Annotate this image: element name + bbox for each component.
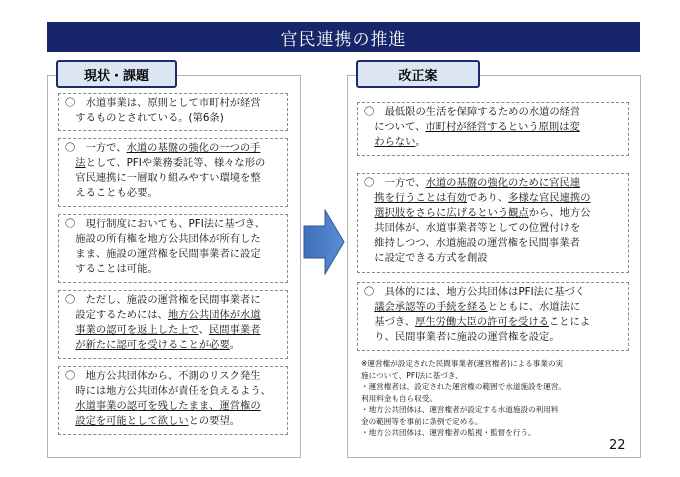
page-title: 官民連携の推進 (280, 29, 407, 50)
text-run (364, 207, 374, 219)
text-line (364, 251, 623, 266)
text-run: 〇 現行制度においても、PFI法に基づき、 (65, 218, 266, 230)
text-run: 共団体が、水道事業者等としての位置付けを (364, 222, 581, 234)
text-line (364, 221, 623, 236)
text-line (65, 308, 282, 323)
right-arrow-icon (303, 209, 345, 275)
title-bar (47, 22, 640, 52)
text-run: として、PFIや業務委託等、様々な形の (85, 157, 266, 169)
text-run (65, 339, 75, 351)
text-line (65, 293, 282, 308)
underlined-text: 水道の基盤の強化の一つの手 (126, 142, 261, 154)
text-line (65, 338, 282, 353)
text-run: 〇 水道事業は、原則として市町村が経営 (65, 97, 261, 109)
underlined-text: 厚生労働大臣の許可を受ける (415, 316, 549, 328)
text-run: まま、施設の運営権を民間事業者に設定 (65, 248, 261, 260)
reform-proposal-panel (347, 68, 641, 458)
text-line (65, 171, 282, 186)
text-run: 基づき、 (364, 316, 416, 328)
text-line (364, 105, 623, 120)
text-run: 〇 一方で、 (364, 177, 426, 189)
underlined-text: 多様な官民連携の (508, 192, 591, 204)
note-line: 施について、PFI法に基づき、 (361, 370, 463, 380)
text-run: について、 (364, 121, 426, 133)
note-line: ・地方公共団体は、運営権者が設定する水道施設の利用料 (361, 405, 559, 414)
text-line (364, 120, 623, 135)
text-line (364, 191, 623, 206)
issue-item-1 (58, 93, 288, 131)
underlined-text: 地方公共団体が水道 (167, 309, 261, 321)
text-line (364, 285, 623, 300)
underlined-text: 事業の認可を返上した上で (75, 324, 199, 336)
text-line (65, 141, 282, 156)
text-line (364, 315, 623, 330)
text-run: 施設の所有権を地方公共団体が所有した (65, 233, 261, 245)
text-line (65, 96, 282, 111)
text-line (65, 111, 282, 126)
text-line (65, 262, 282, 277)
operator-rights-note (361, 358, 631, 439)
current-issues-panel (47, 68, 301, 458)
text-run: 〇 地方公共団体から、不測のリスク発生 (65, 370, 261, 382)
text-line (65, 217, 282, 232)
text-run: 。 (415, 136, 426, 148)
text-run: えることも必要。 (65, 187, 158, 199)
text-line (65, 414, 282, 429)
text-run: に設定できる方式を創設 (364, 252, 488, 264)
underlined-text: 選択肢をさらに広げるという観点 (374, 207, 529, 219)
page-number: 22 (609, 438, 626, 453)
text-run: との要望。 (188, 415, 241, 427)
text-line (65, 384, 282, 399)
note-line: 利用料金も自ら収受。 (361, 393, 437, 403)
text-run: 〇 具体的には、地方公共団体はPFI法に基づく (364, 286, 586, 298)
underlined-text: 水道の基盤の強化のために官民連 (425, 177, 581, 189)
text-line (364, 236, 623, 251)
text-run: 、 (198, 324, 209, 336)
issue-item-2 (58, 138, 288, 207)
text-run: 時には地方公共団体が責任を負えるよう、 (65, 385, 271, 397)
note-line: ・地方公共団体は、運営権者の監視・監督を行う。 (361, 428, 536, 437)
text-line (65, 247, 282, 262)
text-run (65, 400, 75, 412)
note-line: ・運営権者は、設定された運営権の範囲で水道施設を運営。 (361, 382, 567, 391)
text-run: 設定するためには、 (65, 309, 168, 321)
underlined-text: 民間事業者 (208, 324, 261, 336)
reform-item-2 (357, 173, 629, 273)
issue-item-3 (58, 214, 288, 283)
underlined-text: が新たに認可を受けることが必要 (75, 339, 230, 351)
text-run: り、民間事業者に施設の運営権を設定。 (364, 331, 560, 343)
underlined-text: 水道事業の認可を残したまま、運営権の (75, 400, 261, 412)
text-line (65, 323, 282, 338)
text-run: であり、 (466, 192, 509, 204)
text-line (364, 300, 623, 315)
underlined-text: わらない (374, 136, 416, 148)
text-line (364, 176, 623, 191)
underlined-text: 法 (75, 157, 86, 169)
text-run: するものとされている。(第6条) (65, 112, 224, 124)
text-run: 。 (229, 339, 241, 351)
issue-item-4 (58, 290, 288, 359)
text-line (65, 369, 282, 384)
text-run (364, 192, 374, 204)
text-run: することは可能。 (65, 263, 158, 275)
text-line (364, 206, 623, 221)
issue-item-5 (58, 366, 288, 435)
note-line: ※運営権が設定された民間事業者(運営権者)による事業の実 (361, 359, 564, 368)
text-run: 〇 一方で、 (65, 142, 127, 154)
reform-item-3 (357, 282, 629, 351)
note-line: 金の範囲等を事前に条例で定める。 (361, 416, 483, 426)
current-issues-header: 現状・課題 (56, 60, 177, 88)
text-run: 維持しつつ、水道施設の運営権を民間事業者 (364, 237, 580, 249)
text-run: ことによ (548, 316, 591, 328)
underlined-text: 議会承認等の手続を経る (374, 301, 488, 313)
text-line (364, 330, 623, 345)
text-run: 官民連携に一層取り組みやすい環境を整 (65, 172, 261, 184)
text-run (65, 324, 75, 336)
underlined-text: 設定を可能として欲しい (75, 415, 189, 427)
text-run: 〇 最低限の生活を保障するための水道の経営 (364, 106, 581, 118)
text-run: 〇 ただし、施設の運営権を民間事業者に (65, 294, 261, 306)
text-line (65, 232, 282, 247)
text-line (65, 399, 282, 414)
text-run: とともに、水道法に (487, 301, 581, 313)
reform-proposal-header: 改正案 (356, 60, 480, 88)
underlined-text: 携を行うことは有効 (374, 192, 467, 204)
text-run: から、地方公 (528, 207, 591, 219)
text-line (364, 135, 623, 150)
underlined-text: 市町村が経営するという原則は変 (425, 121, 580, 133)
reform-item-1 (357, 102, 629, 156)
text-line (65, 156, 282, 171)
text-run (65, 415, 75, 427)
text-run (65, 157, 75, 169)
text-line (65, 186, 282, 201)
text-run (364, 301, 374, 313)
text-run (364, 136, 374, 148)
